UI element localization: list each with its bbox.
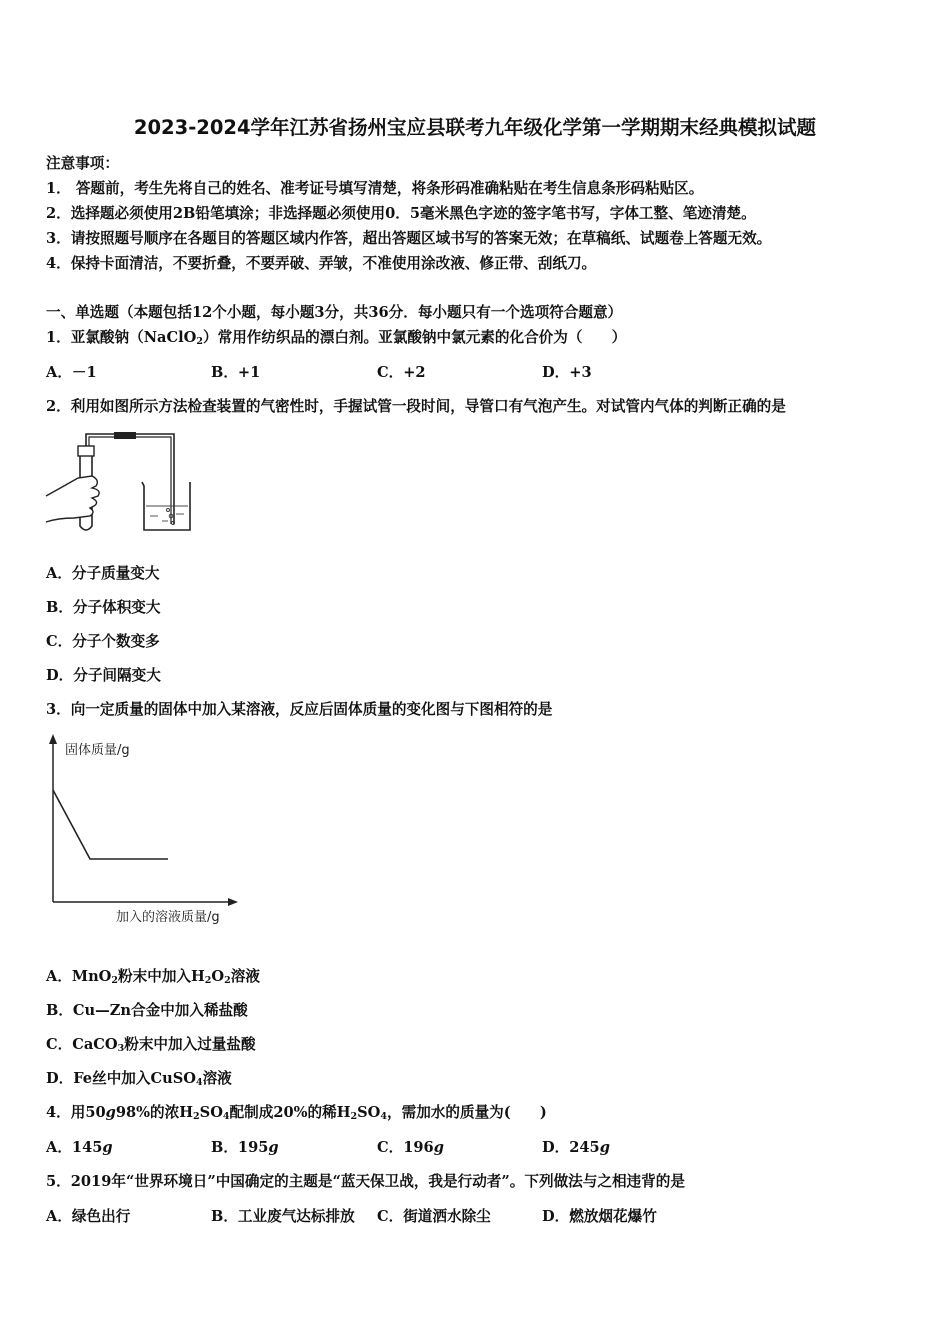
y-axis-arrow	[49, 734, 57, 744]
q2-option-d[interactable]: D．分子间隔变大	[46, 667, 161, 684]
q2-option-b[interactable]: B．分子体积变大	[46, 599, 161, 616]
solid-mass-graph	[40, 730, 260, 930]
q1-option-b[interactable]: B．+1	[211, 364, 261, 381]
q3-option-b[interactable]: B．Cu—Zn合金中加入稀盐酸	[46, 1002, 248, 1019]
q1-option-d[interactable]: D．+3	[542, 364, 592, 381]
q4-option-c[interactable]: C．196g	[377, 1139, 444, 1156]
question-4-stem: 4．用50g98%的浓$H_2SO_4$配制成20%的稀$H_2SO_4$，需加水的质量为( )	[46, 1104, 547, 1122]
q1-option-c[interactable]: C．+2	[377, 364, 426, 381]
x-axis-arrow	[228, 898, 238, 906]
x-axis-label: 加入的溶液质量/g	[116, 910, 220, 925]
notice-heading: 注意事项：	[46, 155, 119, 172]
q4-option-a[interactable]: A．145g	[46, 1139, 113, 1156]
notice-item-3: 3．请按照题号顺序在各题目的答题区域内作答，超出答题区域书写的答案无效；在草稿纸、试题卷上答题无效。	[46, 230, 772, 247]
q1-option-a[interactable]: A．－1	[46, 364, 97, 381]
question-3-stem: 3．向一定质量的固体中加入某溶液，反应后固体质量的变化图与下图相符的是	[46, 701, 553, 718]
q5-option-b[interactable]: B．工业废气达标排放	[211, 1208, 355, 1225]
q4-option-b[interactable]: B．195g	[211, 1139, 279, 1156]
airtightness-apparatus-figure	[44, 426, 194, 536]
q5-option-c[interactable]: C．街道洒水除尘	[377, 1208, 491, 1225]
question-5-stem: 5．2019年“世界环境日”中国确定的主题是“蓝天保卫战，我是行动者”。下列做法与之相违背的是	[46, 1173, 685, 1190]
q3-option-d[interactable]: D．Fe丝中加入CuSO$_4$溶液	[46, 1070, 232, 1088]
question-1-stem: 1．亚氯酸钠（NaClO$_2$）常用作纺织品的漂白剂。亚氯酸钠中氯元素的化合价为（ ）	[46, 329, 627, 347]
question-2-stem: 2．利用如图所示方法检查装置的气密性时，手握试管一段时间，导管口有气泡产生。对试管内气体的判断正确的是	[46, 398, 786, 415]
y-axis-label: 固体质量/g	[65, 743, 130, 758]
q3-option-c[interactable]: C．CaCO$_3$粉末中加入过量盐酸	[46, 1036, 256, 1054]
q2-option-c[interactable]: C．分子个数变多	[46, 633, 160, 650]
page-title: 2023-2024学年江苏省扬州宝应县联考九年级化学第一学期期末经典模拟试题	[133, 116, 817, 139]
q5-option-d[interactable]: D．燃放烟花爆竹	[542, 1208, 657, 1225]
q2-option-a[interactable]: A．分子质量变大	[46, 565, 160, 582]
notice-item-2: 2．选择题必须使用2B铅笔填涂；非选择题必须使用0．5毫米黑色字迹的签字笔书写，字体工整、笔迹清楚。	[46, 205, 756, 222]
section-heading: 一、单选题（本题包括12个小题，每小题3分，共36分．每小题只有一个选项符合题意）	[46, 304, 623, 321]
q5-option-a[interactable]: A．绿色出行	[46, 1208, 131, 1225]
q3-option-a[interactable]: A．MnO$_2$粉末中加入$H_2O_2$溶液	[46, 968, 260, 986]
notice-item-1: 1． 答题前，考生先将自己的姓名、准考证号填写清楚，将条形码准确粘贴在考生信息条形码粘贴区。	[46, 180, 704, 197]
q4-option-d[interactable]: D．245g	[542, 1139, 610, 1156]
notice-item-4: 4．保持卡面清洁，不要折叠，不要弄破、弄皱，不准使用涂改液、修正带、刮纸刀。	[46, 255, 597, 272]
mass-curve	[53, 790, 168, 859]
